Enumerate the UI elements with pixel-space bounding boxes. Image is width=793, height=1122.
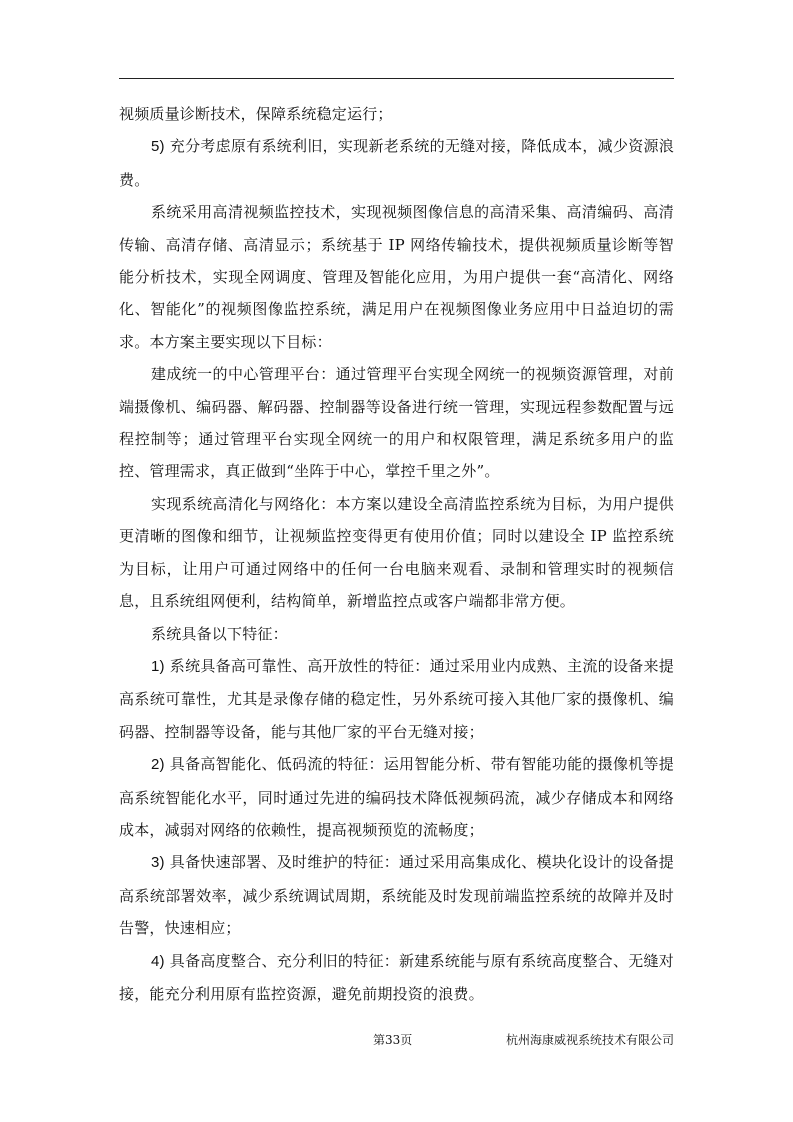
paragraph-text: 具备高度整合、充分利旧的特征：新建系统能与原有系统高度整合、无缝对接，能充分利用原有监控资源，避免前期投资的浪费。 xyxy=(119,951,674,1003)
list-item-1 xyxy=(119,650,674,748)
paragraph xyxy=(119,358,674,488)
paragraph-text: 系统具备高可靠性、高开放性的特征：通过采用业内成熟、主流的设备来提高系统可靠性，尤其是录像存储的稳定性，另外系统可接入其他厂家的摄像机、编码器、控制器等设备，能与其他厂家的平台无缝对接； xyxy=(119,656,674,741)
paragraph-text: 视频质量诊断技术，保障系统稳定运行； xyxy=(119,105,393,123)
document-body xyxy=(119,98,674,1010)
list-item-5 xyxy=(119,130,674,196)
company-name: 杭州海康威视系统技术有限公司 xyxy=(505,1033,674,1047)
paragraph-text: 建成统一的中心管理平台：通过管理平台实现全网统一的视频资源管理，对前端摄像机、编码器、解码器、控制器等设备进行统一管理，实现远程参数配置与远程控制等；通过管理平台实现全网统一的用户和权限管理，满足系统多用户的监控、管理需求，真正做到“坐阵于中心，掌控千里之外”。 xyxy=(119,365,674,481)
paragraph-text: 系统具备以下特征： xyxy=(151,624,288,643)
paragraph-text: 具备快速部署、及时维护的特征：通过采用高集成化、模块化设计的设备提高系统部署效率，减少系统调试周期，系统能及时发现前端监控系统的故障并及时告警，快速相应； xyxy=(119,853,674,938)
list-number: 3) xyxy=(151,854,165,872)
paragraph-text: 充分考虑原有系统利旧，实现新老系统的无缝对接，降低成本，减少资源浪费。 xyxy=(119,137,674,189)
paragraph-text: 系统采用高清视频监控技术，实现视频图像信息的高清采集、高清编码、高清传输、高清存储、高清显示；系统基于 IP 网络传输技术，提供视频质量诊断等智能分析技术，实现全网调度、管理及智能化应用，为用户提供一套“高清化、网络化、智能化”的视频图像监控系统，满足用户在视频图像业务应用中日益迫切的需求。本方案主要实现以下目标： xyxy=(119,203,674,351)
list-item-3 xyxy=(119,846,674,944)
paragraph-text: 具备高智能化、低码流的特征：运用智能分析、带有智能功能的摄像机等提高系统智能化水平，同时通过先进的编码技术降低视频码流，减少存储成本和网络成本，减弱对网络的依赖性，提高视频预览的流畅度； xyxy=(119,755,674,839)
header-rule xyxy=(119,78,674,79)
paragraph xyxy=(119,618,674,650)
paragraph xyxy=(119,196,674,358)
list-number: 1) xyxy=(151,657,165,675)
list-number: 2) xyxy=(151,756,165,774)
paragraph-text: 实现系统高清化与网络化：本方案以建设全高清监控系统为目标，为用户提供更清晰的图像和细节，让视频监控变得更有使用价值；同时以建设全 IP 监控系统为目标，让用户可通过网络中的任何一台电脑来观看、录制和管理实时的视频信息，且系统组网便利，结构简单，新增监控点或客户端都非常方便。 xyxy=(119,494,674,611)
list-number: 5) xyxy=(151,138,165,156)
list-item-2 xyxy=(119,748,674,846)
list-item-4 xyxy=(119,945,674,1011)
paragraph xyxy=(119,98,674,130)
page-number: 第33页 xyxy=(373,1033,413,1047)
list-number: 4) xyxy=(151,952,165,970)
paragraph xyxy=(119,488,674,618)
